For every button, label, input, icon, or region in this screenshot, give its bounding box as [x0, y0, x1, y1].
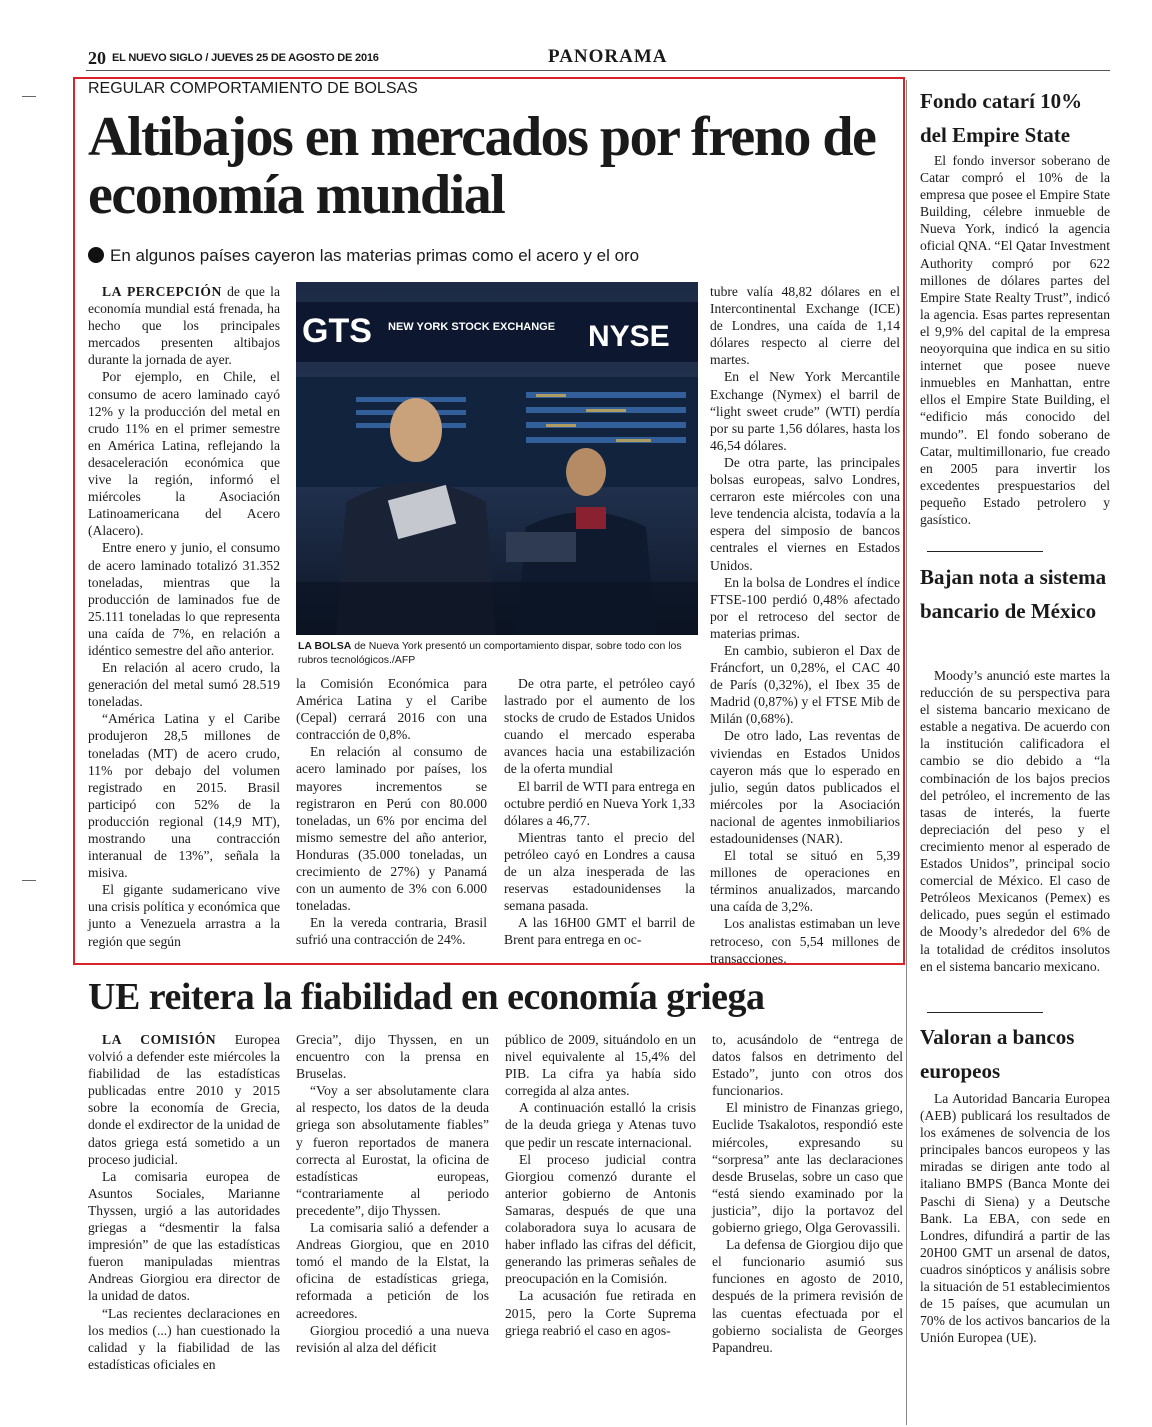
subhead-text: En algunos países cayeron las materias primas como el acero y el oro: [110, 246, 640, 265]
sidebar-brief-mexico: [920, 667, 1110, 975]
paragraph: La acusación fue retirada en 2015, pero la Corte Suprema griega reabrió el caso en agos-: [505, 1288, 696, 1338]
paragraph: De otra parte, el petróleo cayó lastrado por el aumento de los stocks de crudo de Estados Unidos cuando el mercado esperaba avances hacia una estabilización de la oferta mundial: [504, 676, 695, 777]
second-article-headline: UE reitera la fiabilidad en economía griega: [88, 976, 765, 1018]
paragraph: La comisaria europea de Asuntos Sociales, Marianne Thyssen, urgió a las autoridades griegas a “desmentir la falsa impresión” de que las estadísticas fueron manipuladas mientras Andreas Giorgiou era director de la unidad de datos.: [88, 1168, 280, 1304]
paragraph: El gigante sudamericano vive una crisis política y económica que junto a Venezuela arrastra a la región que según: [88, 882, 280, 949]
margin-mark: [22, 96, 36, 97]
paragraph: La Autoridad Bancaria Europea (AEB) publicará los resultados de los exámenes de solvencia de los principales bancos europeos y las miradas se dirigen ante todo al italiano BMPS (Banca Monte dei Paschi di Siena) y a Deutsche Bank. La EBA, con sede en Londres, difundirá a partir de las 20H00 GMT un arsenal de datos, cuadros sinópticos y análisis sobre la situación de 51 establecimientos de 15 países, que acumulan un 70% de los activos bancarios de la Unión Europea (UE).: [920, 1091, 1110, 1346]
article-column-2: [296, 675, 487, 949]
article-kicker: REGULAR COMPORTAMIENTO DE BOLSAS: [88, 80, 418, 97]
paragraph: El fondo inversor soberano de Catar compró el 10% de la empresa que posee el Empire State Building, célebre inmueble de Nueva York, indicó la agencia oficial QNA. “El Qatar Investment Authority compró por 622 millones de dólares partes del Empire State Realty Trust”, indicó la agencia. Esas partes representan el 9,9% del capital de la empresa neoyorquina que indica en su sitio internet que posee nueve inmuebles en Manhattan, entre ellos el Empire State Building, el “edificio más conocido del mundo”. El fondo soberano de Catar, multimillonario, fue creado en 2005 para invertir los excedentes prespuestarios del pequeño Estado petrolero y gasístico.: [920, 153, 1110, 527]
sidebar-title-qatar: Fondo catarí 10% del Empire State: [920, 89, 1083, 147]
paragraph: “Voy a ser absolutamente clara al respecto, los datos de la deuda griega son absolutamente fiables” y fueron reportados de manera correcta al Eurostat, la oficina de estadísticas europeas, “contrariamente al periodo precedente”, dijo Thyssen.: [296, 1083, 489, 1218]
paragraph: La comisaria salió a defender a Andreas Giorgiou, que en 2010 tomó el mando de la Elstat, la oficina de estadísticas griega, reformada a petición de los acreedores.: [296, 1220, 489, 1321]
sign-nyse: NYSE: [588, 320, 670, 353]
article-subhead: [88, 246, 639, 266]
paragraph: Los analistas estimaban un leve retroceso, con 5,54 millones de transacciones.: [710, 916, 900, 966]
paragraph: la Comisión Económica para América Latina y el Caribe (Cepal) cerrará 2016 con una contracción de 0,8%.: [296, 676, 487, 743]
page-number: 20: [88, 48, 106, 68]
paragraph: Entre enero y junio, el consumo de acero laminado totalizó 31.352 toneladas, mientras que la producción de laminados fue de 25.111 toneladas lo que representa una caída de 7%, en relación a idéntico semestre del año anterior.: [88, 540, 280, 658]
caption-text: de Nueva York presentó un comportamiento dispar, sobre todo con los rubros tecnológicos./AFP: [298, 640, 682, 666]
paragraph: En relación al consumo de acero laminado por países, los mayores incrementos se registraron en Perú con 80.000 toneladas, un 6% por encima del mismo semestre del año anterior, Honduras (35.000 toneladas, un crecimiento de 27%) y Panamá con un aumento de 3% con 6.000 toneladas.: [296, 744, 487, 914]
paragraph: to, acusándolo de “entrega de datos falsos en detrimento del Estado”, junto con otros dos funcionarios.: [712, 1032, 903, 1099]
article-headline: Altibajos en mercados por freno de economía mundial: [88, 106, 876, 226]
paragraph: “América Latina y el Caribe produjeron 28,5 millones de toneladas (MT) de acero crudo, 11% por debajo del volumen registrado en 2015. Brasil participó con 52% de la producción regional (14,9 MT), mostrando una contracción interanual de 13%”, señala la misiva.: [88, 711, 280, 881]
paragraph: Moody’s anunció este martes la reducción de su perspectiva para el sistema bancario mexicano de estable a negativa. De acuerdo con la institución calificadora el cambio se dio debido a “la combinación de los bajos precios del petróleo, el incremento de las tasas de interés, la fuerte depreciación del peso y el crecimiento menor al esperado de Estados Unidos”, principal socio comercial de México. El caso de Petróleos Mexicanos (Pemex) es delicado, pues según el estimado de Moody’s alrededor del 6% de la totalidad de créditos insolutos en el sistema bancario mexicano.: [920, 668, 1110, 974]
paragraph: A las 16H00 GMT el barril de Brent para entrega en oc-: [504, 915, 695, 948]
paragraph: Mientras tanto el precio del petróleo cayó en Londres a causa de un alza inesperada de las reservas estadounidenses la semana pasada.: [504, 829, 695, 914]
paragraph: público de 2009, situándolo en un nivel equivalente al 15,4% del PIB. La cifra ya había sido corregida al alza antes.: [505, 1032, 696, 1099]
flag-patch: [576, 507, 606, 529]
article-column-4: [710, 283, 900, 967]
bullet-icon: [88, 247, 104, 263]
paragraph: de que la economía mundial está frenada, ha hecho que los principales mercados presenten altibajos durante la jornada de ayer.: [88, 284, 280, 368]
sign-nyse-name: NEW YORK STOCK EXCHANGE: [388, 321, 556, 333]
paragraph: El barril de WTI para entrega en octubre perdió en Nueva York 1,33 dólares a 46,77.: [504, 778, 695, 828]
sidebar-separator: [927, 551, 1043, 552]
photo-caption: [298, 639, 696, 667]
paragraph: Giorgiou procedió a una nueva revisión al alza del déficit: [296, 1322, 489, 1355]
paragraph: De otra parte, las principales bolsas europeas, salvo Londres, cerraron este miércoles con una leve tendencia alcista, todavía a la espera del simposio de bancos centrales el viernes en Estados Unidos.: [710, 454, 900, 573]
paragraph: En relación al acero crudo, la generación del metal sumó 28.519 toneladas.: [88, 660, 280, 710]
paragraph: tubre valía 48,82 dólares en el Intercontinental Exchange (ICE) de Londres, una caída de 1,14 dólares respecto al cierre del martes.: [710, 284, 900, 368]
second-column-4: [712, 1031, 903, 1356]
stock-exchange-photo: [296, 282, 698, 635]
second-column-1: [88, 1031, 280, 1373]
paragraph: En la bolsa de Londres el índice FTSE-100 perdió 0,48% afectado por el retroceso del sector de materias primas.: [710, 574, 900, 641]
publication-dateline: EL NUEVO SIGLO / JUEVES 25 DE AGOSTO DE 2016: [112, 52, 379, 64]
news-photo: [296, 282, 698, 635]
lead-in: LA COMISIÓN: [102, 1032, 217, 1047]
paragraph: De otro lado, Las reventas de viviendas en Estados Unidos cayeron más que lo esperado en julio, según datos publicados el miércoles por la Asociación nacional de agentes inmobiliarios estadounidenses (NAR).: [710, 728, 900, 846]
sidebar-title-mexico: Bajan nota a sistema bancario de México: [920, 565, 1107, 623]
sign-gts: GTS: [302, 312, 372, 350]
second-column-2: [296, 1031, 489, 1356]
paragraph: El ministro de Finanzas griego, Euclide Tsakalotos, respondió este miércoles, expresando su “sorpresa” ante las declaraciones desde Bruselas, sobre un caso que “está siendo examinado por la justicia”, dijo la portavoz del gobierno griego, Olga Gerovassili.: [712, 1100, 903, 1236]
article-column-1: [88, 283, 280, 950]
sidebar-separator: [927, 1012, 1043, 1013]
paragraph: El total se situó en 5,39 millones de operaciones en términos anualizados, marcando una caída de 3,2%.: [710, 848, 900, 915]
paragraph: A continuación estalló la crisis de la deuda griega y Atenas tuvo que pedir un rescate internacional.: [505, 1100, 696, 1150]
trader-head: [390, 398, 442, 462]
second-column-3: [505, 1031, 696, 1339]
paragraph: Europea volvió a defender este miércoles la fiabilidad de las estadísticas publicadas entre 2010 y 2015 sobre la economía de Grecia, donde el exdirector de la unidad de datos griega está sometido a un proceso judicial.: [88, 1032, 280, 1167]
paragraph: Grecia”, dijo Thyssen, en un encuentro con la prensa en Bruselas.: [296, 1032, 489, 1082]
margin-mark: [22, 880, 36, 881]
paragraph: El proceso judicial contra Giorgiou comenzó durante el anterior gobierno de Antonis Samaras, después de que una colaboradora suya lo acusara de haber inflado las cifras del déficit, generando las primeras señales de preocupación en la Comisión.: [505, 1151, 696, 1287]
header-rule: [86, 70, 1110, 71]
paragraph: Por ejemplo, en Chile, el consumo de acero laminado cayó 12% y la producción del metal en crudo 11% en el primer semestre en América Latina, reflejando la desaceleración económica que vive la región, informó el miércoles la Asociación Latinoamericana del Acero (Alacero).: [88, 369, 280, 539]
article-column-3: [504, 675, 695, 949]
paragraph: La defensa de Giorgiou dijo que el funcionario asumió sus funciones en agosto de 2010, después de la primera revisión de las cuentas efectuada por el gobierno socialista de Georges Papandreu.: [712, 1237, 903, 1355]
handheld-device: [506, 532, 576, 562]
sidebar-brief-banks: [920, 1090, 1110, 1346]
section-name: PANORAMA: [548, 46, 668, 67]
paragraph: En el New York Mercantile Exchange (Nymex) el barril de “light sweet crude” (WTI) perdía por su parte 1,56 dólares, hasta los 46,54 dólares.: [710, 369, 900, 453]
sidebar-title-banks: Valoran a bancos europeos: [920, 1025, 1075, 1083]
caption-lead: LA BOLSA: [298, 640, 352, 652]
sidebar-divider: [906, 80, 907, 1425]
paragraph: En cambio, subieron el Dax de Fráncfort, un 0,28%, el CAC 40 de París (0,32%), el Ibex 35 de Madrid (0,87%) y el FTSE Mib de Milán (0,68%).: [710, 642, 900, 727]
paragraph: En la vereda contraria, Brasil sufrió una contracción de 24%.: [296, 915, 487, 948]
lead-in: LA PERCEPCIÓN: [102, 284, 222, 299]
sidebar-brief-qatar: [920, 152, 1110, 528]
trader-head: [566, 448, 606, 496]
paragraph: “Las recientes declaraciones en los medios (...) han cuestionado la calidad y la fiabilidad de las estadísticas oficiales en: [88, 1305, 280, 1372]
